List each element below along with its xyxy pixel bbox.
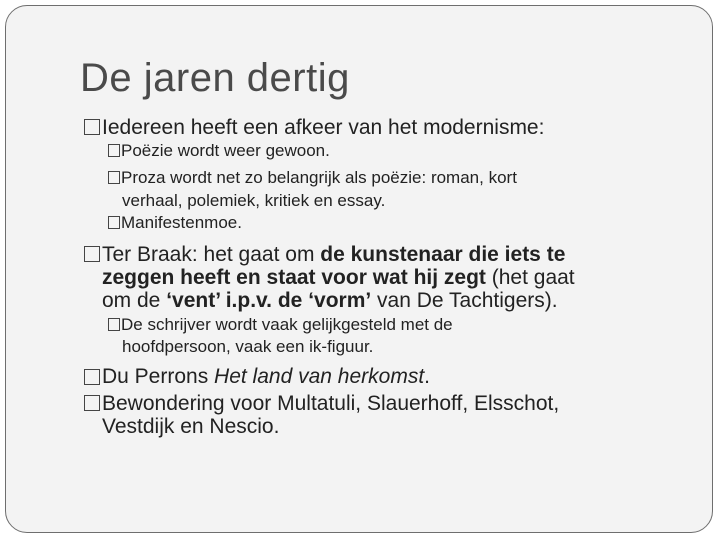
bullet-2-l1-plain: Ter Braak: het gaat om <box>102 243 321 266</box>
bullet-3-text <box>102 365 430 388</box>
bullet-2-l3-plain-a: om de <box>102 289 167 312</box>
bullet-box-icon <box>84 395 100 411</box>
bullet-1-text: Iedereen heeft een afkeer van het modernisme: <box>102 116 545 139</box>
bullet-box-icon <box>84 369 100 385</box>
bullet-2-l2-bold: zeggen heeft en staat voor wat hij zegt <box>102 266 486 289</box>
bullet-4-line-2: Vestdijk en Nescio. <box>102 415 280 438</box>
sub-bullet-box-icon <box>108 171 120 184</box>
bullet-2-l1-bold: de kunstenaar die iets te <box>320 243 566 266</box>
sub-bullet-box-icon <box>108 144 120 157</box>
sub-bullet-box-icon <box>108 216 120 229</box>
bullet-1-sub-3: Manifestenmoe. <box>121 213 242 232</box>
bullet-1-sub-2-line-2: verhaal, polemiek, kritiek en essay. <box>122 191 386 210</box>
bullet-2-l3-bold: ‘vent’ i.p.v. de ‘vorm’ <box>166 289 372 312</box>
bullet-2-line-3 <box>102 289 558 312</box>
bullet-2-l2-plain: (het gaat <box>485 266 575 289</box>
bullet-3-plain: Du Perrons <box>102 365 215 388</box>
bullet-2-sub-1-line-1: De schrijver wordt vaak gelijkgesteld met de <box>121 315 453 334</box>
bullet-3-italic: Het land van herkomst <box>214 365 425 388</box>
bullet-1-sub-2-line-1: Proza wordt net zo belangrijk als poëzie: roman, kort <box>121 168 517 187</box>
bullet-box-icon <box>84 119 100 135</box>
bullet-2-line-2 <box>102 266 575 289</box>
bullet-3-period: . <box>424 365 430 388</box>
slide-title: De jaren dertig <box>80 56 350 100</box>
bullet-2-sub-1-line-2: hoofdpersoon, vaak een ik-figuur. <box>122 337 374 356</box>
bullet-2-l3-plain-c: van De Tachtigers). <box>371 289 558 312</box>
sub-bullet-box-icon <box>108 318 120 331</box>
bullet-2-line-1 <box>102 243 565 266</box>
bullet-4-line-1: Bewondering voor Multatuli, Slauerhoff, Elsschot, <box>102 392 560 415</box>
bullet-1-sub-1: Poëzie wordt weer gewoon. <box>121 141 330 160</box>
bullet-box-icon <box>84 246 100 262</box>
